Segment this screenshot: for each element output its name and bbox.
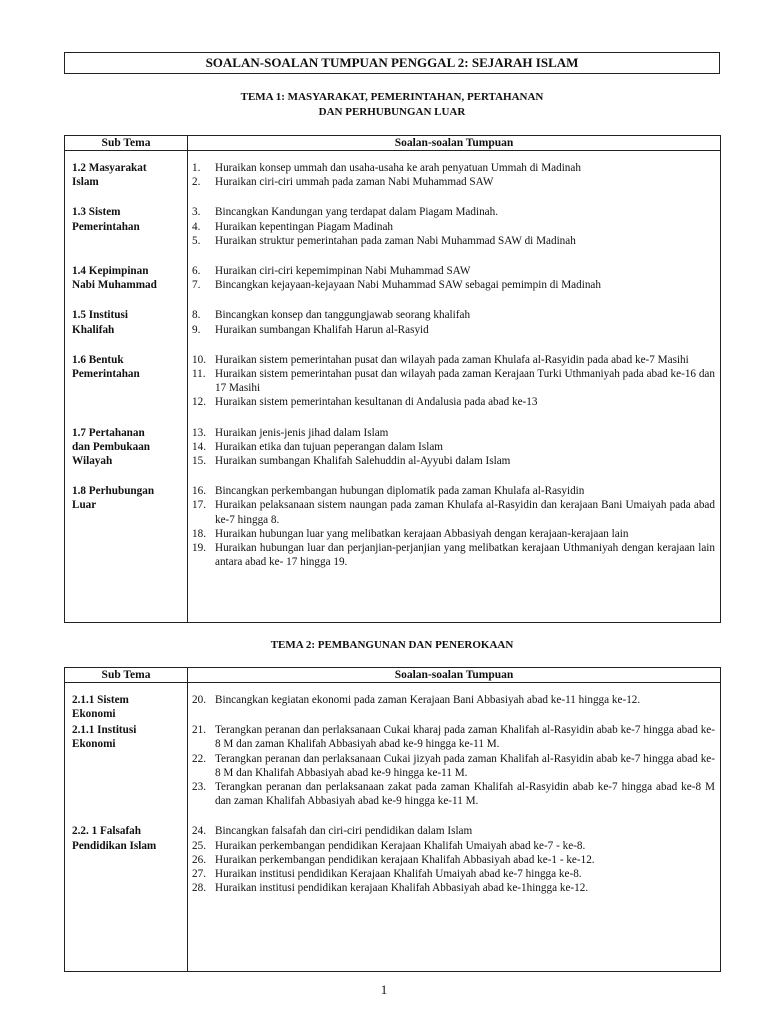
question-group [192, 693, 715, 707]
question-text: Huraikan etika dan tujuan peperangan dalam Islam [215, 440, 444, 453]
subtema-label [72, 693, 183, 721]
question-text: Huraikan hubungan luar yang melibatkan kerajaan Abbasiyah dengan kerajaan-kerajaan lain [215, 527, 629, 540]
question-text: Huraikan sumbangan Khalifah Salehuddin al-Ayyubi dalam Islam [215, 455, 511, 468]
question-group [192, 723, 715, 808]
subtema-label [72, 484, 183, 512]
question-number: 12. [192, 396, 206, 409]
question-text: Huraikan sumbangan Khalifah Harun al-Rasyid [215, 323, 429, 336]
question-item [192, 853, 715, 867]
question-group [192, 264, 715, 292]
question-text: Huraikan sistem pemerintahan pusat dan wilayah pada zaman Khulafa al-Rasyidin pada abad ke-7 Masihi [215, 353, 689, 366]
question-number: 28. [192, 882, 206, 895]
subtema-label-line: 1.5 Institusi [72, 309, 128, 322]
question-number: 5. [192, 234, 201, 247]
tema1-heading [64, 90, 720, 120]
tema2-questions-column [188, 683, 721, 972]
question-group [192, 205, 715, 248]
question-group [192, 353, 715, 410]
question-number: 7. [192, 279, 201, 292]
question-number: 21. [192, 724, 206, 737]
tema1-questions-column [188, 151, 721, 623]
question-text: Bincangkan Kandungan yang terdapat dalam Piagam Madinah. [215, 206, 499, 219]
question-text: Bincangkan kejayaan-kejayaan Nabi Muhammad SAW sebagai pemimpin di Madinah [215, 279, 601, 292]
tema2-table [64, 667, 721, 972]
tema2-col-soalan: Soalan-soalan Tumpuan [188, 668, 721, 683]
question-group [192, 308, 715, 336]
question-number: 26. [192, 853, 206, 866]
question-group [192, 426, 715, 469]
question-text: Huraikan sistem pemerintahan kesultanan di Andalusia pada abad ke-13 [215, 396, 538, 409]
question-item [192, 353, 715, 367]
question-group [192, 161, 715, 189]
subtema-label-line: 1.3 Sistem [72, 206, 121, 219]
question-text: Bincangkan falsafah dan ciri-ciri pendidikan dalam Islam [215, 825, 473, 838]
question-number: 1. [192, 162, 201, 174]
question-item [192, 308, 715, 322]
subtema-label-line: Pendidikan Islam [72, 839, 157, 852]
subtema-label-line: Khalifah [72, 323, 115, 336]
question-item [192, 824, 715, 838]
question-text: Huraikan institusi pendidikan Kerajaan Khalifah Umaiyah abad ke-7 hingga ke-8. [215, 868, 582, 881]
question-number: 20. [192, 694, 206, 706]
question-number: 22. [192, 752, 206, 765]
question-number: 15. [192, 455, 206, 468]
question-text: Bincangkan kegiatan ekonomi pada zaman Kerajaan Bani Abbasiyah abad ke-11 hingga ke-12. [215, 694, 641, 706]
subtema-label-line: Islam [72, 176, 99, 189]
document-title: SOALAN-SOALAN TUMPUAN PENGGAL 2: SEJARAH ISLAM [64, 52, 720, 74]
question-text: Huraikan kepentingan Piagam Madinah [215, 220, 394, 233]
tema2-col-subtema: Sub Tema [65, 668, 188, 683]
question-number: 11. [192, 368, 206, 381]
subtema-label [72, 264, 183, 292]
question-number: 16. [192, 485, 206, 498]
question-number: 6. [192, 265, 201, 278]
question-text: Huraikan hubungan luar dan perjanjian-perjanjian yang melibatkan kerajaan Uthmaniyah dengan kerajaan lain antara abad ke- 17 hingga 19. [215, 542, 715, 569]
tema1-subtema-column [65, 151, 188, 623]
question-item [192, 541, 715, 569]
subtema-label [72, 426, 183, 469]
question-number: 2. [192, 176, 201, 189]
subtema-label [72, 308, 183, 336]
tema2-heading: TEMA 2: PEMBANGUNAN DAN PENEROKAAN [270, 639, 514, 651]
subtema-label-line: 1.6 Bentuk [72, 353, 124, 366]
question-item [192, 752, 715, 780]
question-item [192, 454, 715, 468]
page-number: 1 [380, 982, 388, 997]
question-item [192, 426, 715, 440]
question-text: Huraikan struktur pemerintahan pada zaman Nabi Muhammad SAW di Madinah [215, 234, 576, 247]
question-number: 27. [192, 868, 206, 881]
subtema-label-line: 1.2 Masyarakat [72, 162, 147, 174]
question-number: 3. [192, 206, 201, 219]
subtema-label-line: Pemerintahan [72, 220, 140, 233]
tema1-table [64, 135, 721, 623]
question-item [192, 161, 715, 175]
question-text: Huraikan jenis-jenis jihad dalam Islam [215, 426, 389, 439]
subtema-label [72, 723, 183, 751]
question-item [192, 220, 715, 234]
question-item [192, 264, 715, 278]
question-text: Huraikan perkembangan pendidikan Kerajaan Khalifah Umaiyah abad ke-7 - ke-8. [215, 839, 586, 852]
question-number: 14. [192, 440, 206, 453]
question-number: 19. [192, 542, 206, 555]
question-text: Terangkan peranan dan perlaksanaan Cukai jizyah pada zaman Khalifah al-Rasyidin abab ke-7 hingga abad ke-8 M dan Khalifah Abbasiyah abad ke-9 hingga ke-11 M. [215, 752, 715, 779]
question-item [192, 723, 715, 751]
tema1-col-soalan: Soalan-soalan Tumpuan [188, 136, 721, 151]
question-text: Huraikan ciri-ciri kepemimpinan Nabi Muhammad SAW [215, 265, 471, 278]
subtema-label-line: Wilayah [72, 455, 113, 468]
question-item [192, 440, 715, 454]
question-number: 25. [192, 839, 206, 852]
subtema-label [72, 353, 183, 381]
question-number: 13. [192, 426, 206, 439]
tema1-heading-line1: TEMA 1: MASYARAKAT, PEMERINTAHAN, PERTAHANAN [240, 91, 544, 103]
question-text: Huraikan perkembangan pendidikan kerajaan Khalifah Abbasiyah abad ke-1 - ke-12. [215, 853, 595, 866]
subtema-label-line: Luar [72, 499, 97, 512]
question-item [192, 278, 715, 292]
tema1-col-subtema: Sub Tema [65, 136, 188, 151]
question-number: 8. [192, 309, 201, 322]
question-item [192, 498, 715, 526]
tema2-subtema-column [65, 683, 188, 972]
question-number: 23. [192, 781, 206, 794]
question-group [192, 824, 715, 895]
subtema-label-line: Pemerintahan [72, 368, 140, 381]
subtema-label-line: Ekonomi [72, 708, 116, 721]
question-item [192, 323, 715, 337]
question-text: Huraikan institusi pendidikan kerajaan Khalifah Abbasiyah abad ke-1hingga ke-12. [215, 882, 589, 895]
question-text: Huraikan ciri-ciri ummah pada zaman Nabi Muhammad SAW [215, 176, 494, 189]
question-text: Huraikan pelaksanaan sistem naungan pada zaman Khulafa al-Rasyidin dan kerajaan Bani Umaiyah pada abad ke-7 hingga 8. [215, 499, 715, 526]
subtema-label-line: 2.1.1 Sistem [72, 694, 129, 706]
subtema-label-line: 1.4 Kepimpinan [72, 265, 149, 278]
question-text: Terangkan peranan dan perlaksanaan zakat pada zaman Khalifah al-Rasyidin abab ke-7 hingga abad ke-8 M dan zaman Khalifah Abbasiyah abad ke-9 hingga ke-11 M. [215, 781, 715, 808]
question-group [192, 484, 715, 569]
question-text: Huraikan konsep ummah dan usaha-usaha ke arah penyatuan Ummah di Madinah [215, 162, 581, 174]
question-item [192, 881, 715, 895]
subtema-label-line: 1.8 Perhubungan [72, 485, 155, 498]
question-number: 17. [192, 499, 206, 512]
question-text: Terangkan peranan dan perlaksanaan Cukai kharaj pada zaman Khalifah al-Rasyidin abab ke-7 hingga abad ke-8 M dan zaman Khalifah Abbasiyah abad ke-9 hingga ke-11 M. [215, 724, 715, 751]
tema1-heading-line2: DAN PERHUBUNGAN LUAR [318, 106, 466, 118]
subtema-label [72, 824, 183, 852]
question-number: 4. [192, 220, 201, 233]
subtema-label-line: 2.2. 1 Falsafah [72, 825, 141, 838]
question-item [192, 867, 715, 881]
question-item [192, 780, 715, 808]
subtema-label [72, 161, 183, 189]
question-text: Bincangkan konsep dan tanggungjawab seorang khalifah [215, 309, 471, 322]
question-item [192, 234, 715, 248]
subtema-label-line: 1.7 Pertahanan [72, 426, 145, 439]
question-item [192, 175, 715, 189]
subtema-label [72, 205, 183, 233]
subtema-label-line: 2.1.1 Institusi [72, 724, 137, 737]
question-text: Bincangkan perkembangan hubungan diplomatik pada zaman Khulafa al-Rasyidin [215, 485, 585, 498]
subtema-label-line: dan Pembukaan [72, 440, 151, 453]
question-item [192, 527, 715, 541]
question-number: 9. [192, 323, 201, 336]
question-item [192, 839, 715, 853]
question-text: Huraikan sistem pemerintahan pusat dan wilayah pada zaman Kerajaan Turki Uthmaniyah pada abad ke-16 dan 17 Masihi [215, 368, 715, 395]
question-item [192, 693, 715, 707]
question-number: 18. [192, 527, 206, 540]
subtema-label-line: Nabi Muhammad [72, 279, 157, 292]
question-item [192, 367, 715, 395]
question-item [192, 395, 715, 409]
question-item [192, 205, 715, 219]
question-number: 10. [192, 353, 206, 366]
question-number: 24. [192, 825, 206, 838]
question-item [192, 484, 715, 498]
subtema-label-line: Ekonomi [72, 738, 116, 751]
